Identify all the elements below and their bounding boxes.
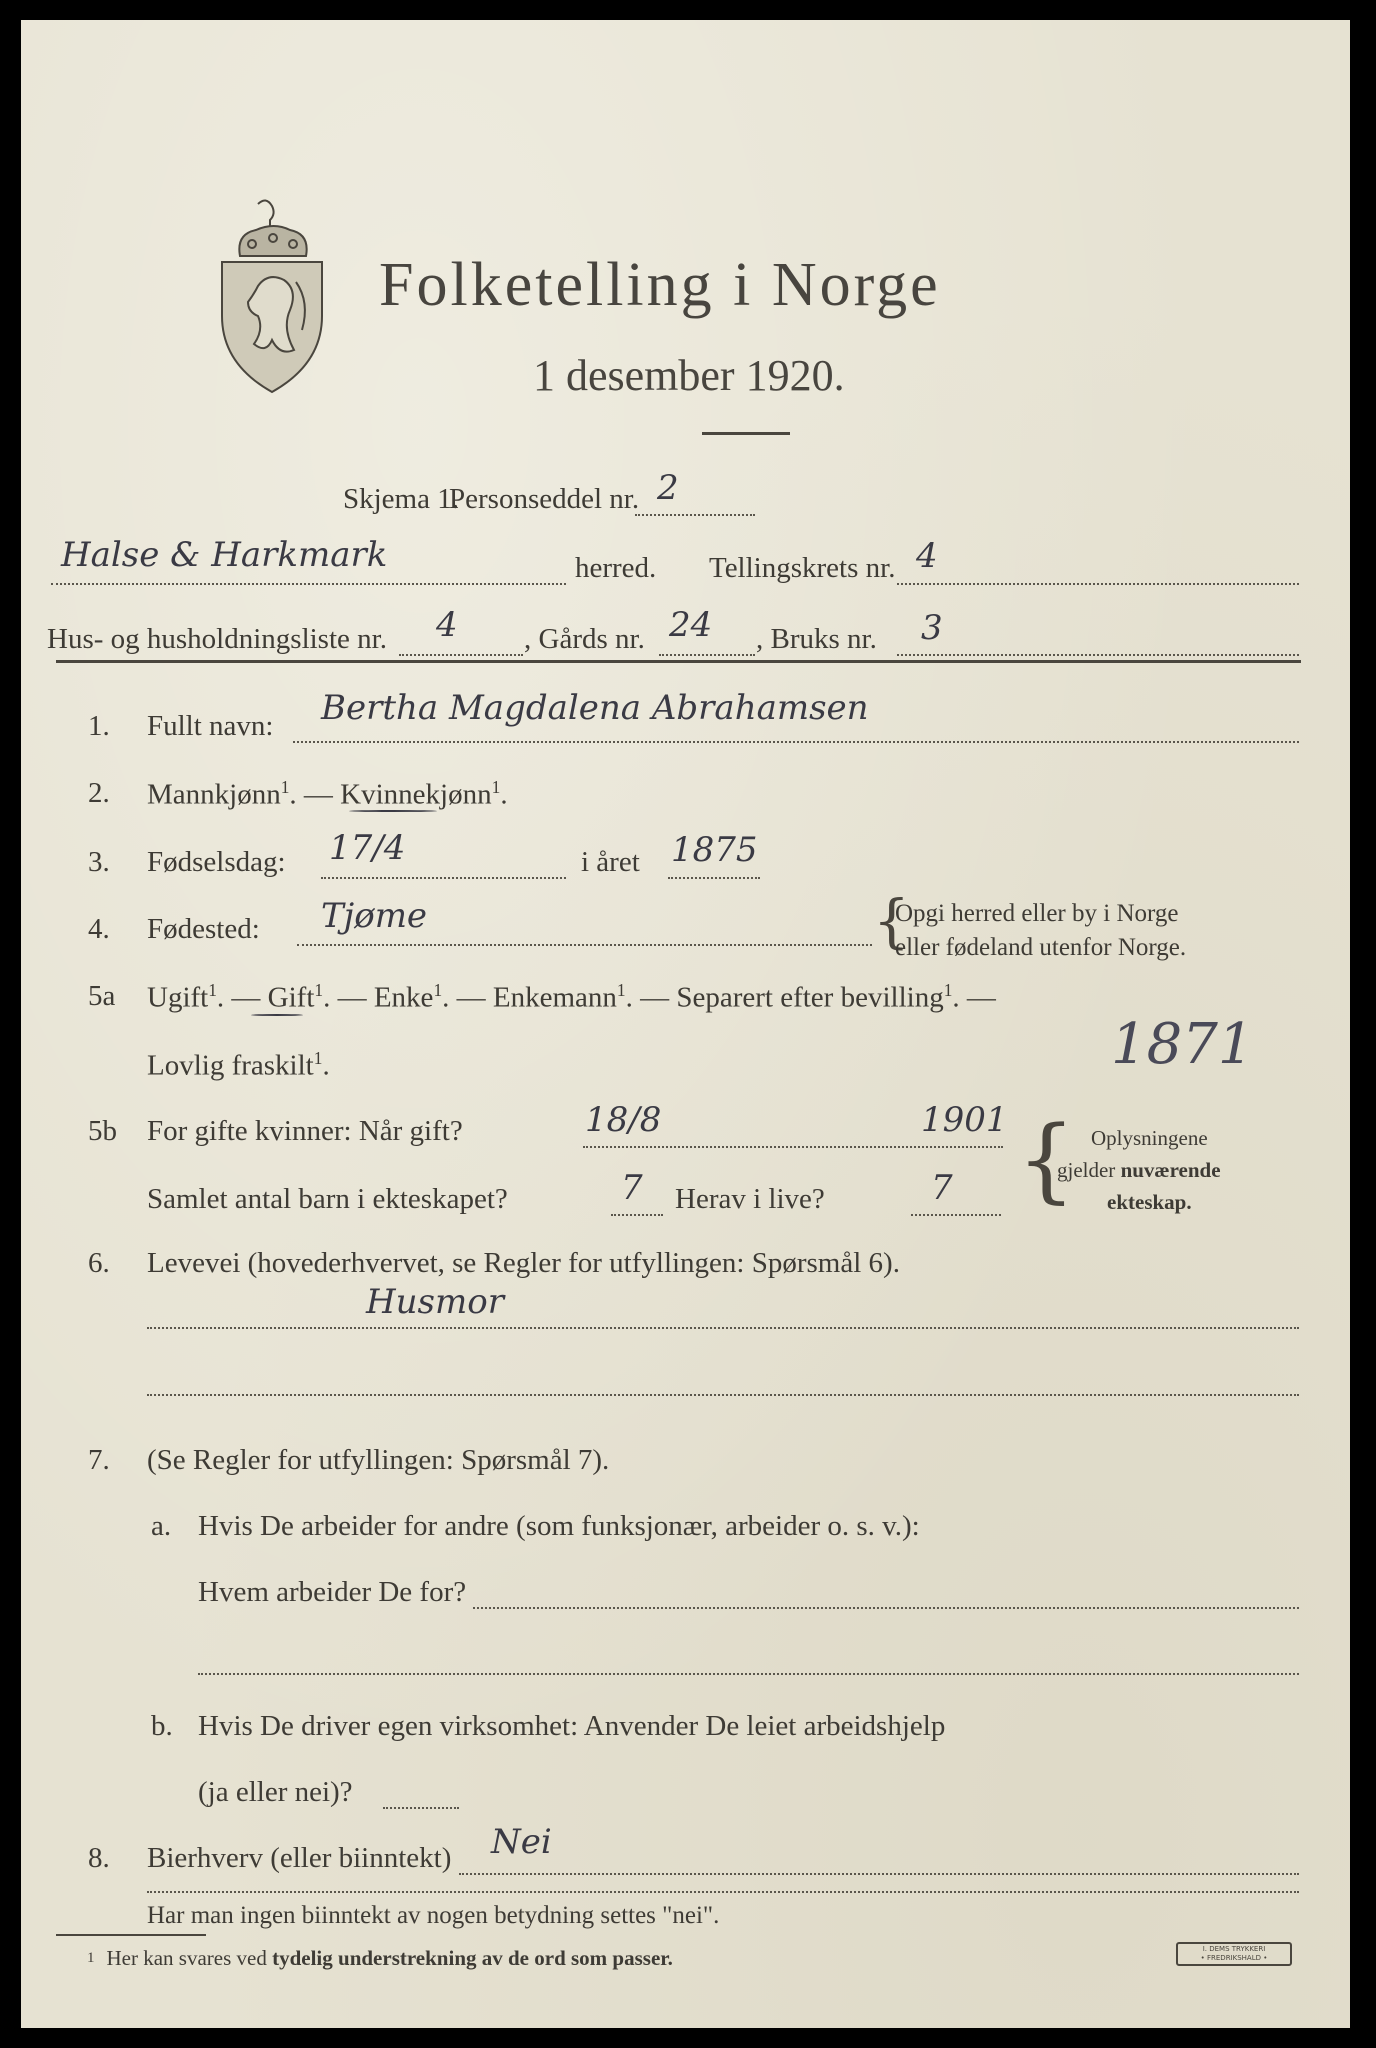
side-income-field[interactable]	[459, 1873, 1299, 1875]
birth-year-value: 1875	[671, 830, 758, 870]
q5b-note-line1: Oplysningene	[1091, 1126, 1208, 1150]
full-name-value: Bertha Magdalena Abrahamsen	[321, 688, 869, 728]
herred-field[interactable]	[51, 583, 566, 585]
footnote: 1 Her kan svares ved tydelig understrekning av de ord som passer.	[87, 1946, 673, 1970]
q7a-label: Hvis De arbeider for andre (som funksjonær, arbeider o. s. v.):	[198, 1510, 920, 1542]
bruks-field[interactable]	[897, 654, 1299, 656]
bruks-value: 3	[921, 608, 943, 648]
birth-year-field[interactable]	[668, 877, 760, 879]
q7b-label: Hvis De driver egen virksomhet: Anvender De leiet arbeidshjelp	[198, 1710, 946, 1742]
option-separert[interactable]: Separert efter bevilling	[676, 981, 944, 1014]
alive-field[interactable]	[911, 1214, 1001, 1216]
alive-value: 7	[931, 1168, 953, 1208]
q7-label: (Se Regler for utfyllingen: Spørsmål 7).	[147, 1444, 610, 1476]
page-title: Folketelling i Norge	[379, 251, 941, 319]
personseddel-field[interactable]	[635, 514, 755, 516]
census-date: 1 desember 1920.	[533, 351, 845, 400]
herred-value: Halse & Harkmark	[61, 535, 388, 575]
bruks-label: , Bruks nr.	[756, 623, 877, 655]
occupation-field-line2[interactable]	[147, 1394, 1299, 1396]
occupation-field-line1[interactable]	[147, 1327, 1299, 1329]
q5a-annotation: 1871	[1111, 1012, 1254, 1077]
header-divider	[56, 660, 1301, 663]
q7a-letter: a.	[151, 1510, 172, 1542]
occupation-value: Husmor	[366, 1282, 504, 1322]
option-mannkjonn[interactable]: Mannkjønn	[147, 778, 281, 811]
q3-label: Fødselsdag:	[147, 846, 286, 878]
side-income-field-line2[interactable]	[147, 1891, 1299, 1893]
alive-label: Herav i live?	[675, 1183, 825, 1215]
q2-number: 2.	[88, 777, 110, 809]
birthday-value: 17/4	[329, 828, 406, 868]
tellingskrets-field[interactable]	[897, 583, 1299, 585]
q8-label: Bierhverv (eller biinntekt)	[147, 1842, 452, 1874]
q5a-options-row2: Lovlig fraskilt$^1$.	[147, 1048, 330, 1082]
q5b-note-line3: ekteskap.	[1107, 1190, 1192, 1214]
q7-number: 7.	[88, 1444, 110, 1476]
footnote-divider	[56, 1934, 206, 1936]
children-label: Samlet antal barn i ekteskapet?	[147, 1183, 508, 1215]
q6-number: 6.	[88, 1247, 110, 1279]
marriage-date-field[interactable]	[583, 1146, 1003, 1148]
q5a-options-row1: Ugift$^1$. — Gift$^1$. — Enke$^1$. — Enkemann$^1$. — Separert efter bevilling$^1$. —	[147, 980, 996, 1014]
q4-note-line2: eller fødeland utenfor Norge.	[895, 934, 1187, 961]
herred-label: herred.	[575, 552, 657, 584]
birthplace-value: Tjøme	[321, 896, 428, 936]
footnote-mark: 1	[87, 1950, 95, 1966]
personseddel-label: Personseddel nr.	[449, 483, 640, 515]
q8-number: 8.	[88, 1842, 110, 1874]
option-enke[interactable]: Enke	[373, 981, 434, 1014]
q6-label: Levevei (hovederhvervet, se Regler for utfyllingen: Spørsmål 6).	[147, 1247, 900, 1279]
hired-help-field[interactable]	[383, 1807, 459, 1809]
option-lovlig-fraskilt[interactable]: Lovlig fraskilt	[147, 1049, 314, 1082]
kvinnekjonn-selected-mark	[349, 810, 437, 812]
q4-note-line1: Opgi herred eller by i Norge	[895, 900, 1179, 927]
marriage-year-value: 1901	[921, 1100, 1008, 1140]
full-name-field[interactable]	[293, 741, 1299, 743]
gift-selected-mark	[251, 1014, 303, 1016]
husholdning-field[interactable]	[399, 654, 523, 656]
husholdning-value: 4	[436, 605, 458, 645]
q3-number: 3.	[88, 846, 110, 878]
q7b-letter: b.	[151, 1710, 173, 1742]
tellingskrets-value: 4	[916, 536, 938, 576]
q5b-note-brace: {	[1017, 1106, 1076, 1213]
q4-note-brace: {	[873, 887, 910, 955]
q7a-sub-label: Hvem arbeider De for?	[198, 1576, 467, 1608]
gards-label: , Gårds nr.	[524, 623, 645, 655]
birthplace-field[interactable]	[297, 944, 872, 946]
q4-number: 4.	[88, 913, 110, 945]
q1-label: Fullt navn:	[147, 710, 274, 742]
employer-field-line2[interactable]	[198, 1673, 1299, 1675]
footer-note: Har man ingen biinntekt av nogen betydning settes "nei".	[147, 1902, 720, 1929]
q4-label: Fødested:	[147, 913, 260, 945]
option-gift[interactable]: Gift	[267, 981, 315, 1014]
census-form-page	[21, 20, 1350, 2028]
gards-field[interactable]	[659, 654, 755, 656]
option-kvinnekjonn[interactable]: Kvinnekjønn	[340, 778, 492, 811]
tellingskrets-label: Tellingskrets nr.	[709, 552, 896, 584]
norway-coat-of-arms-icon	[218, 196, 328, 396]
option-enkemann[interactable]: Enkemann	[492, 981, 617, 1014]
q1-number: 1.	[88, 710, 110, 742]
marriage-date-value: 18/8	[585, 1100, 662, 1140]
side-income-value: Nei	[491, 1822, 552, 1862]
q3-year-label: i året	[581, 846, 640, 878]
employer-field-line1[interactable]	[473, 1607, 1299, 1609]
personseddel-value: 2	[657, 468, 679, 508]
q7b-sub-label: (ja eller nei)?	[198, 1776, 353, 1808]
q5b-note-line2: gjelder nuværende	[1057, 1158, 1221, 1182]
q5b-number: 5b	[88, 1115, 117, 1147]
children-field[interactable]	[611, 1214, 663, 1216]
q5b-label: For gifte kvinner: Når gift?	[147, 1115, 463, 1147]
skjema-label: Skjema 1.	[343, 483, 459, 515]
q2-options: Mannkjønn$^1$. — Kvinnekjønn$^1$.	[147, 777, 508, 811]
printer-stamp: I. DEMS TRYKKERI • FREDRIKSHALD •	[1176, 1942, 1292, 1966]
children-value: 7	[621, 1168, 643, 1208]
title-divider	[702, 432, 790, 435]
husholdning-label: Hus- og husholdningsliste nr.	[47, 623, 387, 655]
q5a-number: 5a	[88, 980, 116, 1012]
gards-value: 24	[669, 605, 713, 645]
birthday-field[interactable]	[321, 877, 566, 879]
option-ugift[interactable]: Ugift	[147, 981, 209, 1014]
